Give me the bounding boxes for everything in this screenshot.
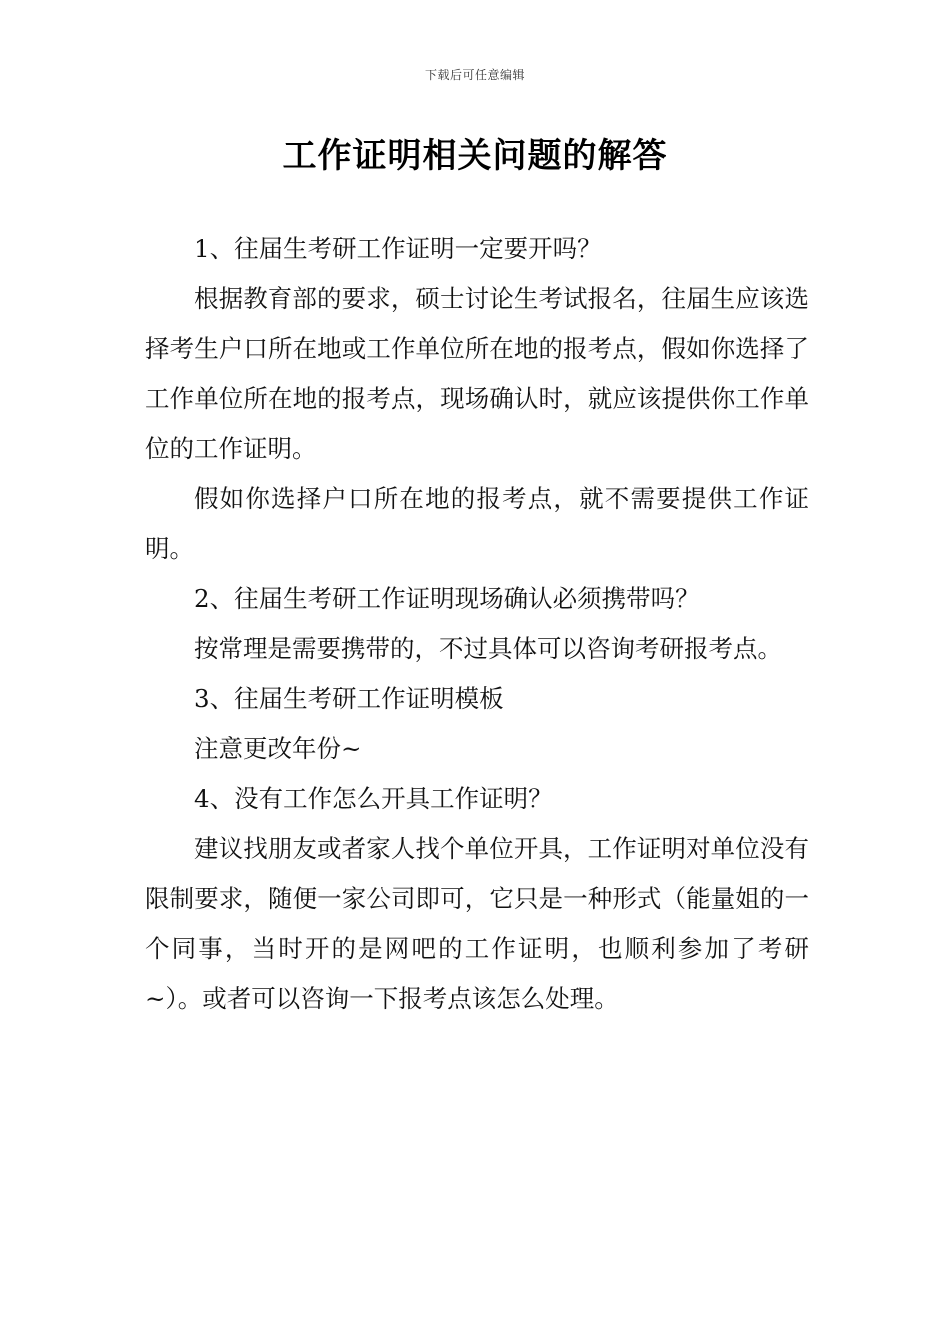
- answer-1-paragraph-1: 根据教育部的要求，硕士讨论生考试报名，往届生应该选择考生户口所在地或工作单位所在地的报考点，假如你选择了工作单位所在地的报考点，现场确认时，就应该提供你工作单位的工作证明。: [145, 284, 809, 463]
- question-3: 3、往届生考研工作证明模板: [194, 684, 504, 713]
- answer-3: 注意更改年份~: [194, 734, 362, 763]
- answer-1-paragraph-2: 假如你选择户口所在地的报考点，就不需要提供工作证明。: [145, 484, 809, 563]
- question-2: 2、往届生考研工作证明现场确认必须携带吗？: [194, 584, 700, 613]
- question-1: 1、往届生考研工作证明一定要开吗？: [194, 234, 602, 263]
- question-4: 4、没有工作怎么开具工作证明？: [194, 784, 553, 813]
- answer-4: 建议找朋友或者家人找个单位开具，工作证明对单位没有限制要求，随便一家公司即可，它只是一种形式（能量姐的一个同事，当时开的是网吧的工作证明，也顺利参加了考研~）。或者可以咨询一下报考点该怎么处理。: [145, 834, 809, 1013]
- header-note: 下载后可任意编辑: [424, 68, 525, 82]
- answer-2: 按常理是需要携带的，不过具体可以咨询考研报考点。: [194, 634, 782, 663]
- document-title: 工作证明相关问题的解答: [282, 136, 668, 176]
- document-body: [145, 224, 809, 1024]
